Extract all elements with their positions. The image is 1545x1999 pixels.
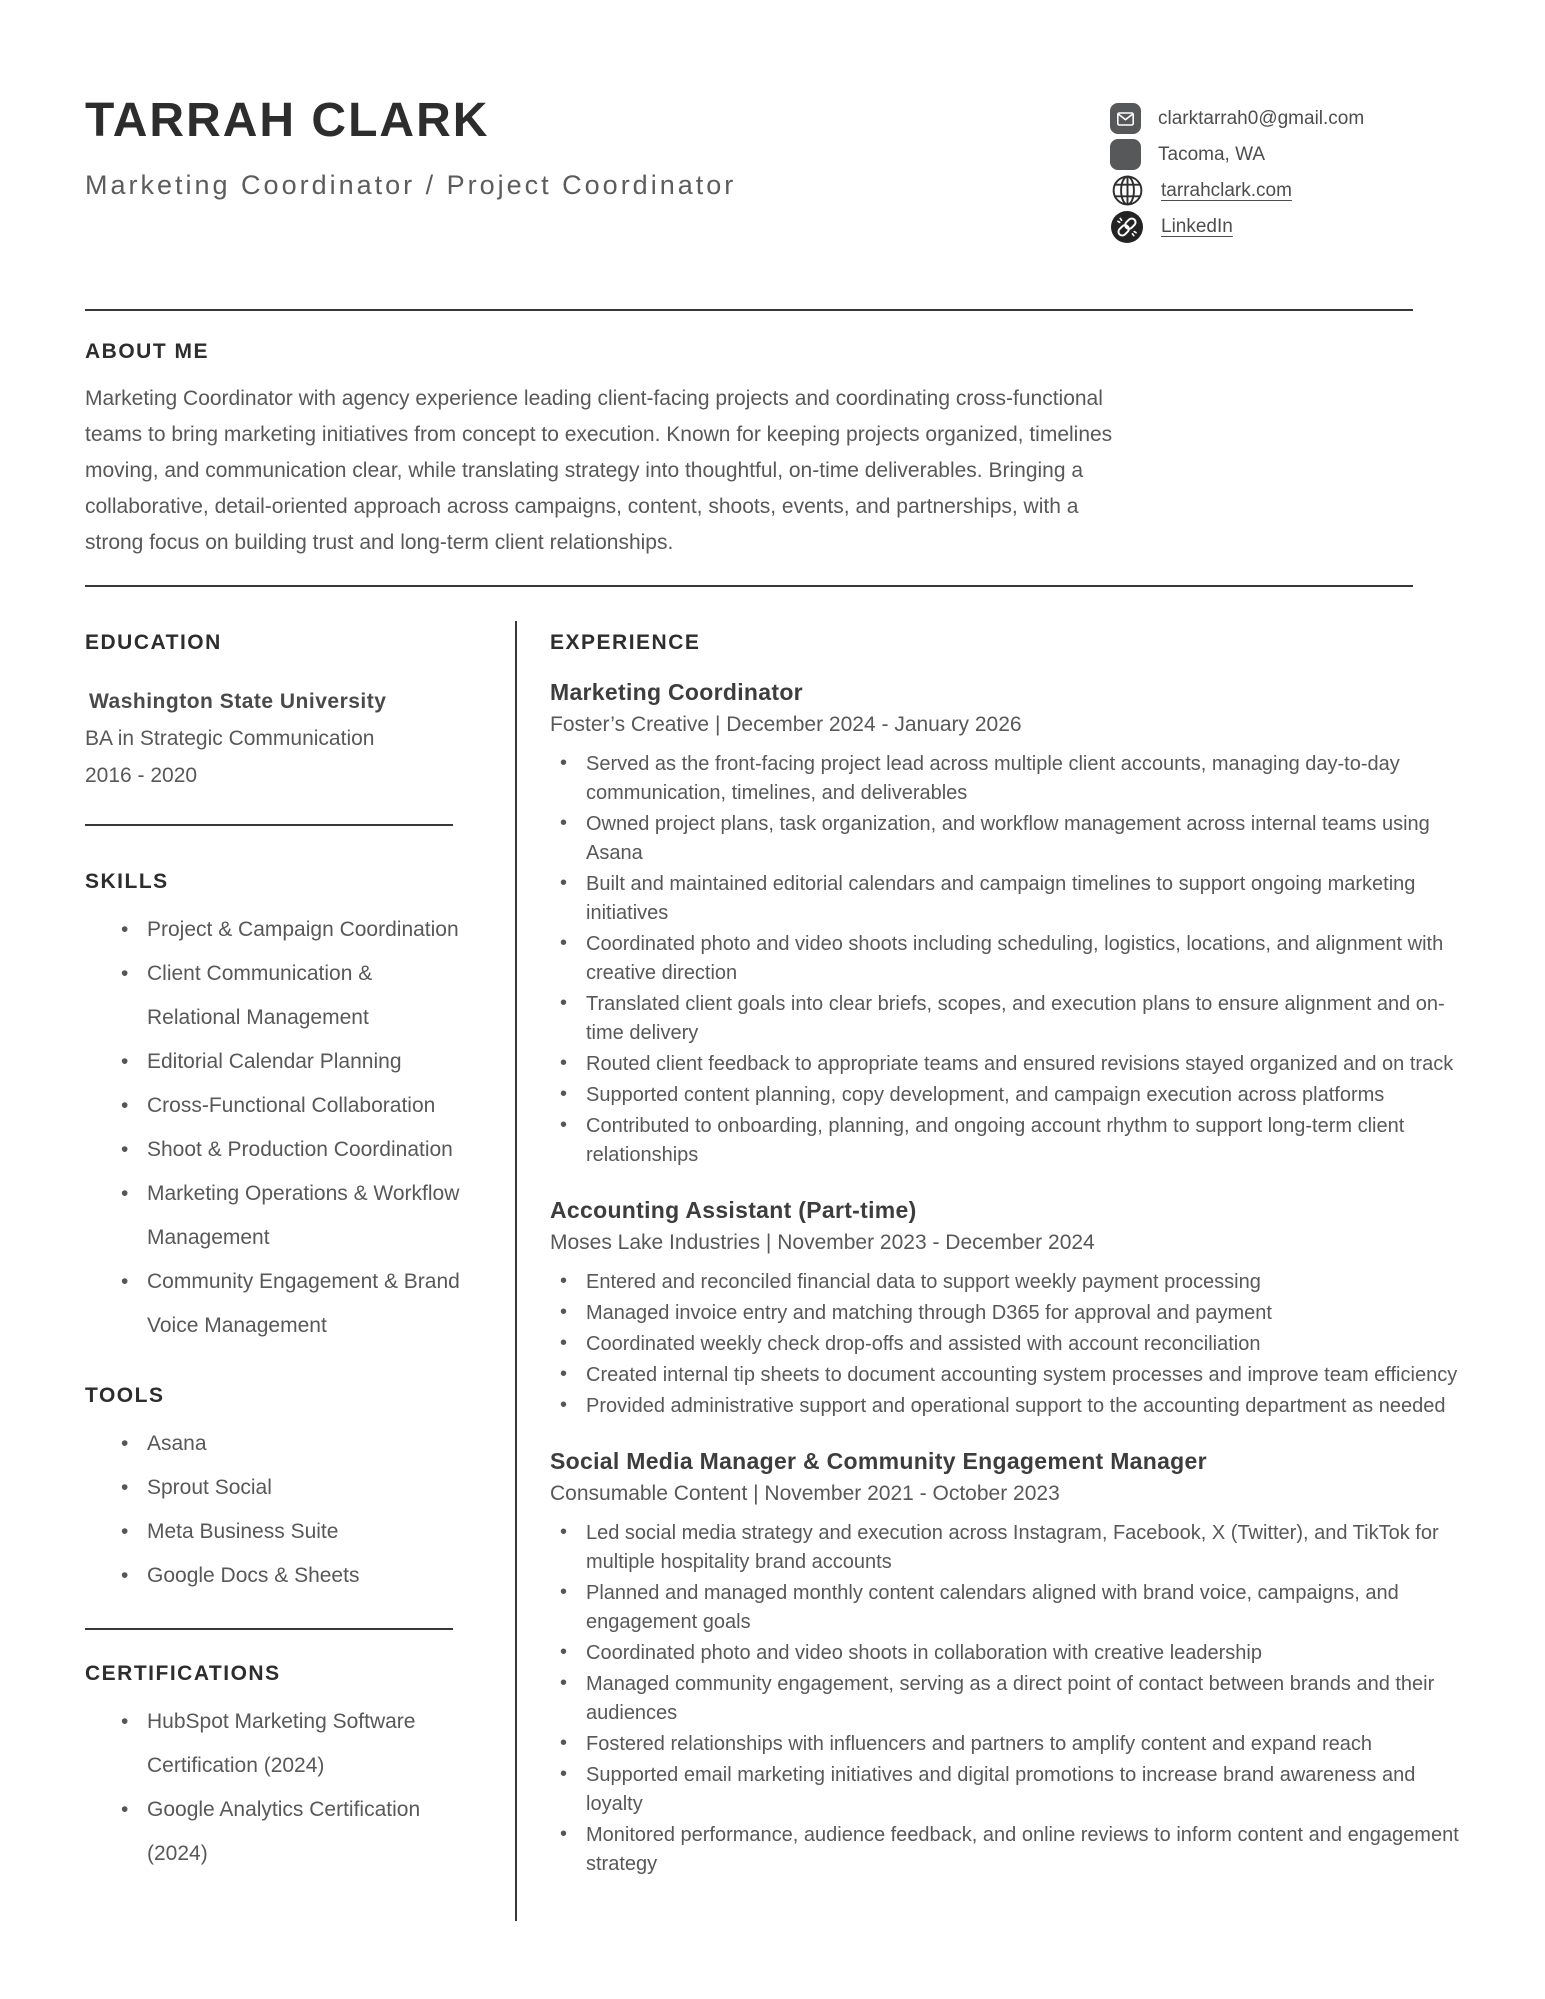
experience-bullet: • Planned and managed monthly content calendars aligned with brand voice, campaigns, and engagement goals [550, 1579, 1460, 1637]
skills-list [85, 908, 460, 1348]
certifications-heading: CERTIFICATIONS [85, 1662, 281, 1685]
contact-row-website [1110, 174, 1460, 207]
experience-bullet: • Entered and reconciled financial data to support weekly payment processing [550, 1268, 1460, 1297]
contact-row-linkedin [1110, 210, 1460, 243]
job-title: Accounting Assistant (Part-time) [550, 1197, 917, 1223]
job-company-dates: Moses Lake Industries | November 2023 - December 2024 [550, 1231, 1095, 1254]
experience-bullet: • Routed client feedback to appropriate teams and ensured revisions stayed organized and on track [550, 1050, 1460, 1079]
skills-heading: SKILLS [85, 870, 169, 893]
person-title: Marketing Coordinator / Project Coordinator [85, 170, 737, 201]
email-icon [1110, 103, 1141, 134]
tools-section-divider [85, 1628, 453, 1630]
skill-item: • Shoot & Production Coordination [85, 1128, 460, 1172]
education-heading: EDUCATION [85, 631, 222, 654]
job-bullets [550, 1519, 1460, 1879]
experience-bullet: • Coordinated photo and video shoots in collaboration with creative leadership [550, 1639, 1460, 1668]
header-divider [85, 309, 1413, 311]
experience-bullet: • Provided administrative support and operational support to the accounting department as needed [550, 1392, 1460, 1421]
job-bullets [550, 1268, 1460, 1421]
tool-item: • Google Docs & Sheets [85, 1554, 460, 1598]
skill-item: • Community Engagement & Brand Voice Management [85, 1260, 460, 1348]
about-section [0, 340, 1545, 561]
linkedin-chain-link-icon [1110, 210, 1144, 244]
certification-item: • Google Analytics Certification (2024) [85, 1788, 460, 1876]
skill-item: • Client Communication & Relational Management [85, 952, 460, 1040]
left-column [85, 587, 515, 1881]
about-paragraph: Marketing Coordinator with agency experience leading client-facing projects and coordinating cross-functional teams to bring marketing initiatives from concept to execution. Known for keeping projects organized, timelines moving, and communication clear, while translating strategy into thoughtful, on-time deliverables. Bringing a collaborative, detail-oriented approach across campaigns, content, shoots, events, and partnerships, with a strong focus on building trust and long-term client relationships. [85, 387, 1113, 554]
contact-linkedin-link[interactable]: LinkedIn [1161, 215, 1233, 237]
tools-heading: TOOLS [85, 1384, 165, 1407]
job-title: Marketing Coordinator [550, 679, 803, 705]
tools-list [85, 1422, 460, 1598]
main-columns [0, 587, 1545, 1881]
experience-bullet: • Fostered relationships with influencers and partners to amplify content and expand reach [550, 1730, 1460, 1759]
contact-website-link[interactable]: tarrahclark.com [1161, 179, 1292, 201]
job-bullets [550, 750, 1460, 1170]
job-entry-2 [550, 1197, 1460, 1421]
location-icon [1110, 139, 1141, 170]
education-section-divider [85, 824, 453, 826]
skill-item: • Project & Campaign Coordination [85, 908, 460, 952]
about-heading: ABOUT ME [85, 340, 209, 363]
experience-bullet: • Managed community engagement, serving as a direct point of contact between brands and their audiences [550, 1670, 1460, 1728]
education-school: Washington State University [89, 690, 387, 713]
person-name: TARRAH CLARK [85, 94, 490, 147]
skill-item: • Marketing Operations & Workflow Management [85, 1172, 460, 1260]
education-degree: BA in Strategic Communication [85, 727, 375, 750]
education-years: 2016 - 2020 [85, 764, 198, 787]
skill-item: • Cross-Functional Collaboration [85, 1084, 460, 1128]
experience-heading: EXPERIENCE [550, 631, 701, 654]
experience-bullet: • Supported content planning, copy development, and campaign execution across platforms [550, 1081, 1460, 1110]
experience-bullet: • Owned project plans, task organization, and workflow management across internal teams using Asana [550, 810, 1460, 868]
right-column [515, 587, 1460, 1881]
header-identity [85, 96, 736, 243]
job-entry-3 [550, 1448, 1460, 1879]
contact-row-email [1110, 102, 1460, 135]
experience-bullet: • Coordinated photo and video shoots including scheduling, logistics, locations, and alignment with creative direction [550, 930, 1460, 988]
tool-item: • Meta Business Suite [85, 1510, 460, 1554]
experience-bullet: • Built and maintained editorial calendars and campaign timelines to support ongoing marketing initiatives [550, 870, 1460, 928]
experience-bullet: • Led social media strategy and execution across Instagram, Facebook, X (Twitter), and TikTok for multiple hospitality brand accounts [550, 1519, 1460, 1577]
skill-item: • Editorial Calendar Planning [85, 1040, 460, 1084]
certification-item: • HubSpot Marketing Software Certification (2024) [85, 1700, 460, 1788]
contact-location: Tacoma, WA [1158, 143, 1265, 165]
certifications-list [85, 1700, 460, 1876]
job-title: Social Media Manager & Community Engagement Manager [550, 1448, 1207, 1474]
job-entry-1 [550, 679, 1460, 1170]
contact-row-location [1110, 138, 1460, 171]
experience-bullet: • Served as the front-facing project lead across multiple client accounts, managing day-to-day communication, timelines, and deliverables [550, 750, 1460, 808]
job-company-dates: Foster’s Creative | December 2024 - January 2026 [550, 713, 1022, 736]
tool-item: • Asana [85, 1422, 460, 1466]
experience-bullet: • Supported email marketing initiatives and digital promotions to increase brand awareness and loyalty [550, 1761, 1460, 1819]
column-divider [515, 621, 517, 1921]
globe-icon [1110, 174, 1144, 208]
contact-email: clarktarrah0@gmail.com [1158, 107, 1365, 129]
experience-bullet: • Monitored performance, audience feedback, and online reviews to inform content and engagement strategy [550, 1821, 1460, 1879]
contact-block [1110, 96, 1460, 243]
tool-item: • Sprout Social [85, 1466, 460, 1510]
header [0, 0, 1545, 243]
experience-bullet: • Created internal tip sheets to document accounting system processes and improve team efficiency [550, 1361, 1460, 1390]
experience-bullet: • Managed invoice entry and matching through D365 for approval and payment [550, 1299, 1460, 1328]
experience-bullet: • Coordinated weekly check drop-offs and assisted with account reconciliation [550, 1330, 1460, 1359]
job-company-dates: Consumable Content | November 2021 - October 2023 [550, 1482, 1060, 1505]
education-entry [85, 683, 515, 794]
experience-bullet: • Translated client goals into clear briefs, scopes, and execution plans to ensure alignment and on-time delivery [550, 990, 1460, 1048]
experience-bullet: • Contributed to onboarding, planning, and ongoing account rhythm to support long-term client relationships [550, 1112, 1460, 1170]
